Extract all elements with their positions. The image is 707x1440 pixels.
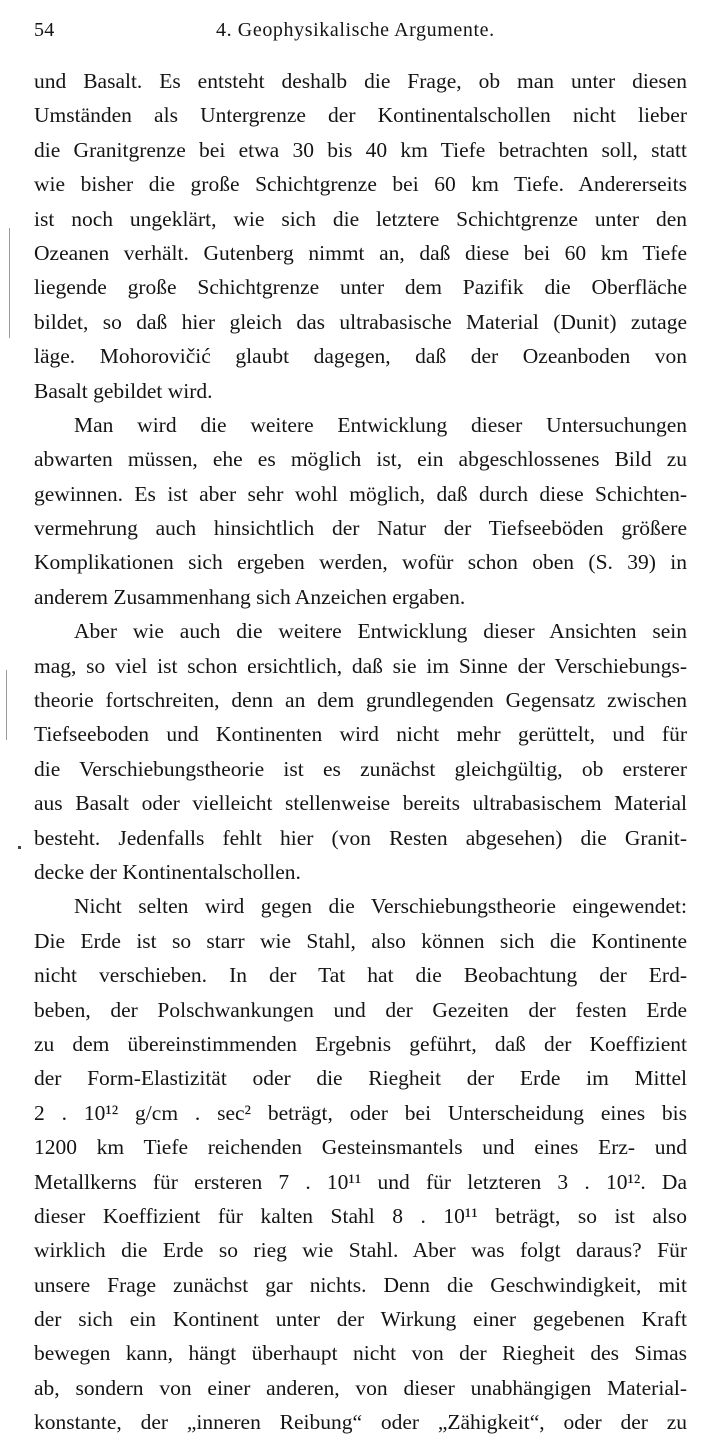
text-line: Die Erde ist so starr wie Stahl, also können sich die Kontinente [34,928,687,953]
text-line: anderem Zusammenhang sich Anzeichen ergaben. [34,584,466,609]
text-line: Basalt gebildet wird. [34,378,213,403]
text-line: 2 . 10¹² g/cm . sec² beträgt, oder bei Unterscheidung eines bis [34,1100,687,1125]
text-line: bewegen kann, hängt überhaupt nicht von der Riegheit des Simas [34,1341,687,1366]
text-line: wirklich die Erde so rieg wie Stahl. Aber was folgt daraus? Für [34,1238,687,1263]
text-line: Aber wie auch die weitere Entwicklung dieser Ansichten sein [74,619,687,644]
page-header [34,19,687,45]
text-line: aus Basalt oder vielleicht stellenweise bereits ultrabasischem Material [34,791,687,816]
text-line: die Granitgrenze bei etwa 30 bis 40 km Tiefe betrachten soll, statt [34,137,687,162]
text-line: gewinnen. Es ist aber sehr wohl möglich, daß durch diese Schichten- [34,481,687,506]
gutter-mark [18,846,21,849]
page-number: 54 [34,19,55,41]
text-line: ist noch ungeklärt, wie sich die letztere Schichtgrenze unter den [34,206,687,231]
text-line: läge. Mohorovičić glaubt dagegen, daß der Ozeanboden von [34,344,687,369]
text-line: dieser Koeffizient für kalten Stahl 8 . 10¹¹ beträgt, so ist also [34,1203,687,1228]
text-line: Komplikationen sich ergeben werden, wofür schon oben (S. 39) in [34,550,687,575]
text-line: Umständen als Untergrenze der Kontinentalschollen nicht lieber [34,103,687,128]
text-line: die Verschiebungstheorie ist es zunächst gleichgültig, ob ersterer [34,756,687,781]
text-line: konstante, der „inneren Reibung“ oder „Zähigkeit“, oder der zu [34,1410,687,1435]
text-line: Ozeanen verhält. Gutenberg nimmt an, daß diese bei 60 km Tiefe [34,240,687,265]
text-line: 1200 km Tiefe reichenden Gesteinsmantels und eines Erz- und [34,1135,687,1160]
running-title: 4. Geophysikalische Argumente. [216,19,495,41]
text-line: unsere Frage zunächst gar nichts. Denn die Geschwindigkeit, mit [34,1272,687,1297]
text-line: besteht. Jedenfalls fehlt hier (von Resten abgesehen) die Granit- [34,825,687,850]
text-line: ab, sondern von einer anderen, von dieser unabhängigen Material- [34,1375,687,1400]
text-line: abwarten müssen, ehe es möglich ist, ein abgeschlossenes Bild zu [34,447,687,472]
gutter-mark [9,228,10,338]
text-line: zu dem übereinstimmenden Ergebnis geführt, daß der Koeffizient [34,1031,687,1056]
text-line: und Basalt. Es entsteht deshalb die Frage, ob man unter diesen [34,69,687,93]
gutter-mark [6,670,7,740]
text-line: liegende große Schichtgrenze unter dem Pazifik die Oberfläche [34,275,687,300]
text-line: mag, so viel ist schon ersichtlich, daß sie im Sinne der Verschiebungs- [34,653,687,678]
text-line: der sich ein Kontinent unter der Wirkung einer gegebenen Kraft [34,1307,687,1332]
text-line: Tiefseeboden und Kontinenten wird nicht mehr gerüttelt, und für [34,722,687,747]
text-line: Metallkerns für ersteren 7 . 10¹¹ und für letzteren 3 . 10¹². Da [34,1169,687,1194]
text-line: Man wird die weitere Entwicklung dieser Untersuchungen [74,412,687,437]
text-line: bildet, so daß hier gleich das ultrabasische Material (Dunit) zutage [34,309,687,334]
text-line: der Form-Elastizität oder die Riegheit der Erde im Mittel [34,1066,687,1091]
text-line: decke der Kontinentalschollen. [34,859,301,884]
text-line: nicht verschieben. In der Tat hat die Beobachtung der Erd- [34,963,687,988]
text-line: theorie fortschreiten, denn an dem grundlegenden Gegensatz zwischen [34,688,687,713]
body-text [34,64,687,1440]
text-line: Nicht selten wird gegen die Verschiebungstheorie eingewendet: [74,894,687,919]
text-line: vermehrung auch hinsichtlich der Natur der Tiefseeböden größere [34,516,687,541]
text-line: beben, der Polschwankungen und der Gezeiten der festen Erde [34,997,687,1022]
text-line: wie bisher die große Schichtgrenze bei 60 km Tiefe. Andererseits [34,172,687,197]
